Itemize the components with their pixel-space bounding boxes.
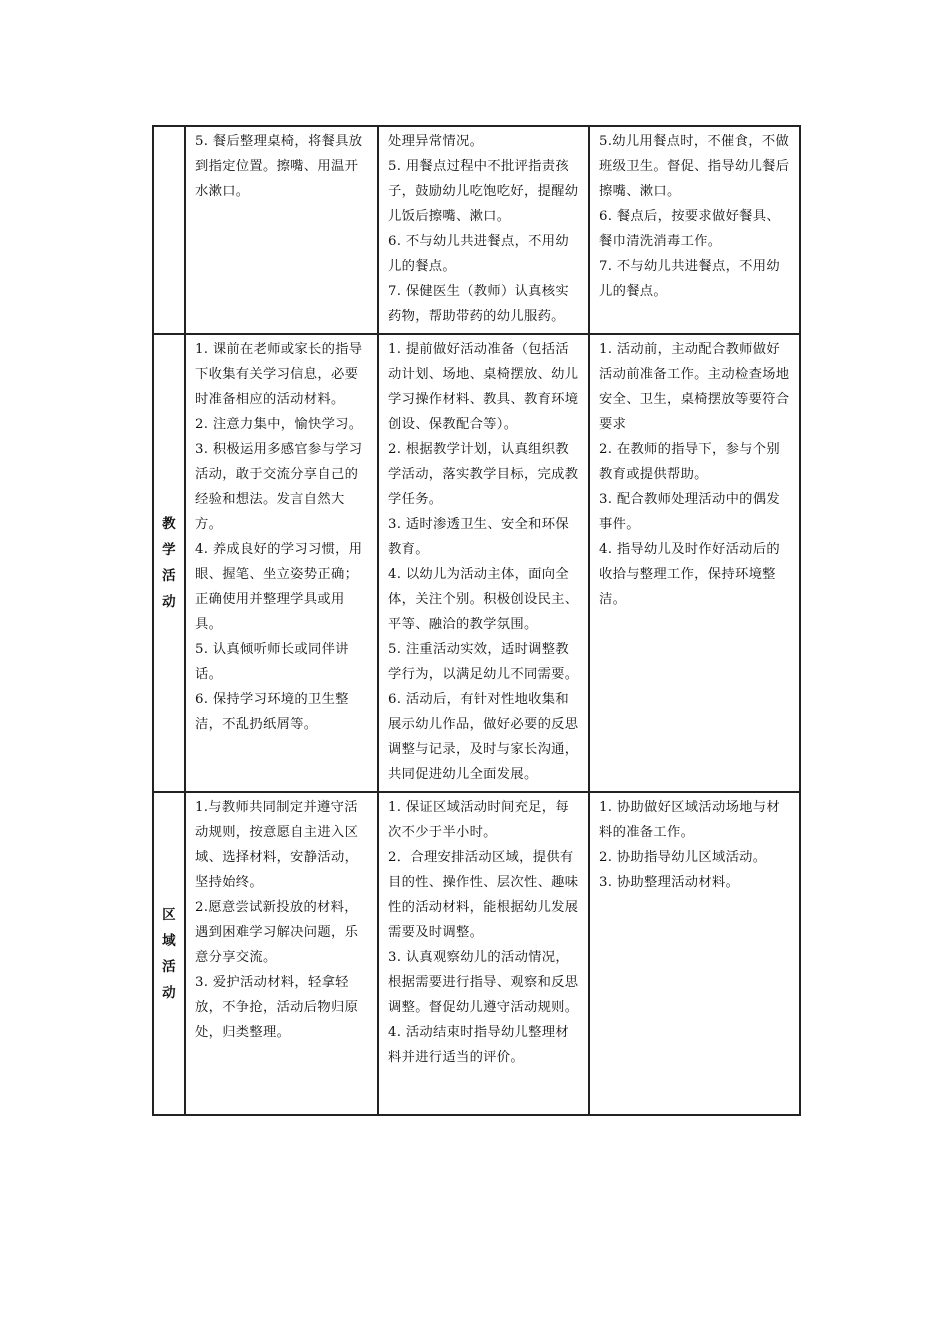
duty-line: 1. 课前在老师或家长的指导下收集有关学习信息，必要时准备相应的活动材料。 xyxy=(195,342,363,407)
duty-line: 4. 养成良好的学习习惯，用眼、握笔、坐立姿势正确；正确使用并整理学具或用具。 xyxy=(195,542,363,632)
teacher-duty-cell xyxy=(378,126,589,334)
table-row xyxy=(153,334,800,792)
duty-line: 2.愿意尝试新投放的材料，遇到困难学习解决问题，乐意分享交流。 xyxy=(195,900,359,965)
duty-line: 2. 根据教学计划，认真组织教学活动，落实教学目标，完成教学任务。 xyxy=(388,442,579,507)
duty-line: 2．合理安排活动区域，提供有目的性、操作性、层次性、趣味性的活动材料，能根据幼儿发展需要及时调整。 xyxy=(388,850,579,940)
duty-line: 5. 注重活动实效，适时调整教学行为，以满足幼儿不同需要。 xyxy=(388,642,579,682)
duty-line: 6. 不与幼儿共进餐点，不用幼儿的餐点。 xyxy=(388,234,569,274)
duty-line: 7. 不与幼儿共进餐点，不用幼儿的餐点。 xyxy=(599,259,780,299)
duty-line: 3. 配合教师处理活动中的偶发事件。 xyxy=(599,492,780,532)
duty-line: 1. 提前做好活动准备（包括活动计划、场地、桌椅摆放、幼儿学习操作材料、教具、教育环境创设、保教配合等）。 xyxy=(388,342,579,432)
duty-line: 5. 认真倾听师长或同伴讲话。 xyxy=(195,642,349,682)
category-cell xyxy=(153,792,185,1115)
duty-line: 2. 注意力集中，愉快学习。 xyxy=(195,417,363,432)
duty-line: 3. 积极运用多感官参与学习活动，敢于交流分享自己的经验和想法。发言自然大方。 xyxy=(195,442,363,532)
duty-line: 7. 保健医生（教师）认真核实药物，帮助带药的幼儿服药。 xyxy=(388,284,569,324)
duty-line: 4. 活动结束时指导幼儿整理材料并进行适当的评价。 xyxy=(388,1025,569,1065)
category-label: 教学活动 xyxy=(162,516,176,610)
duty-line: 2. 在教师的指导下，参与个别教育或提供帮助。 xyxy=(599,442,780,482)
category-label: 区域活动 xyxy=(162,906,176,1001)
duty-line: 5. 用餐点过程中不批评指责孩子，鼓励幼儿吃饱吃好，提醒幼儿饭后擦嘴、漱口。 xyxy=(388,159,579,224)
duty-line: 4. 指导幼儿及时作好活动后的收拾与整理工作，保持环境整洁。 xyxy=(599,542,780,607)
caregiver-duty-cell xyxy=(589,792,800,1115)
caregiver-duty-cell xyxy=(589,334,800,792)
teacher-duty-cell xyxy=(378,792,589,1115)
duty-line: 3. 爱护活动材料，轻拿轻放，不争抢，活动后物归原处，归类整理。 xyxy=(195,975,359,1040)
duty-line: 1. 保证区域活动时间充足，每次不少于半小时。 xyxy=(388,800,569,840)
duty-line: 3. 认真观察幼儿的活动情况，根据需要进行指导、观察和反思调整。督促幼儿遵守活动规则。 xyxy=(388,950,579,1015)
table-row xyxy=(153,126,800,334)
duty-line: 3. 协助整理活动材料。 xyxy=(599,875,740,890)
category-cell xyxy=(153,126,185,334)
duty-line: 5.幼儿用餐点时，不催食，不做班级卫生。督促、指导幼儿餐后擦嘴、漱口。 xyxy=(599,134,790,199)
duty-line: 4. 以幼儿为活动主体，面向全体，关注个别。积极创设民主、平等、融洽的教学氛围。 xyxy=(388,567,579,632)
category-cell xyxy=(153,334,185,792)
child-duty-cell xyxy=(185,334,378,792)
caregiver-duty-cell xyxy=(589,126,800,334)
duty-line: 1.与教师共同制定并遵守活动规则，按意愿自主进入区域、选择材料，安静活动，坚持始终。 xyxy=(195,800,359,890)
duty-line: 1. 活动前，主动配合教师做好活动前准备工作。主动检查场地安全、卫生，桌椅摆放等要符合要求 xyxy=(599,342,790,432)
duty-line: 5. 餐后整理桌椅，将餐具放到指定位置。擦嘴、用温开水漱口。 xyxy=(195,134,363,199)
duty-line: 处理异常情况。 xyxy=(388,134,484,149)
duty-line: 3. 适时渗透卫生、安全和环保教育。 xyxy=(388,517,569,557)
duty-table xyxy=(152,125,801,1116)
table-row xyxy=(153,792,800,1115)
duty-line: 6. 活动后，有针对性地收集和展示幼儿作品，做好必要的反思调整与记录，及时与家长沟通，共同促进幼儿全面发展。 xyxy=(388,692,579,782)
child-duty-cell xyxy=(185,126,378,334)
duty-line: 1. 协助做好区域活动场地与材料的准备工作。 xyxy=(599,800,780,840)
teacher-duty-cell xyxy=(378,334,589,792)
duty-line: 2. 协助指导幼儿区域活动。 xyxy=(599,850,767,865)
child-duty-cell xyxy=(185,792,378,1115)
duty-line: 6. 保持学习环境的卫生整洁，不乱扔纸屑等。 xyxy=(195,692,349,732)
duty-line: 6. 餐点后，按要求做好餐具、餐巾清洗消毒工作。 xyxy=(599,209,780,249)
